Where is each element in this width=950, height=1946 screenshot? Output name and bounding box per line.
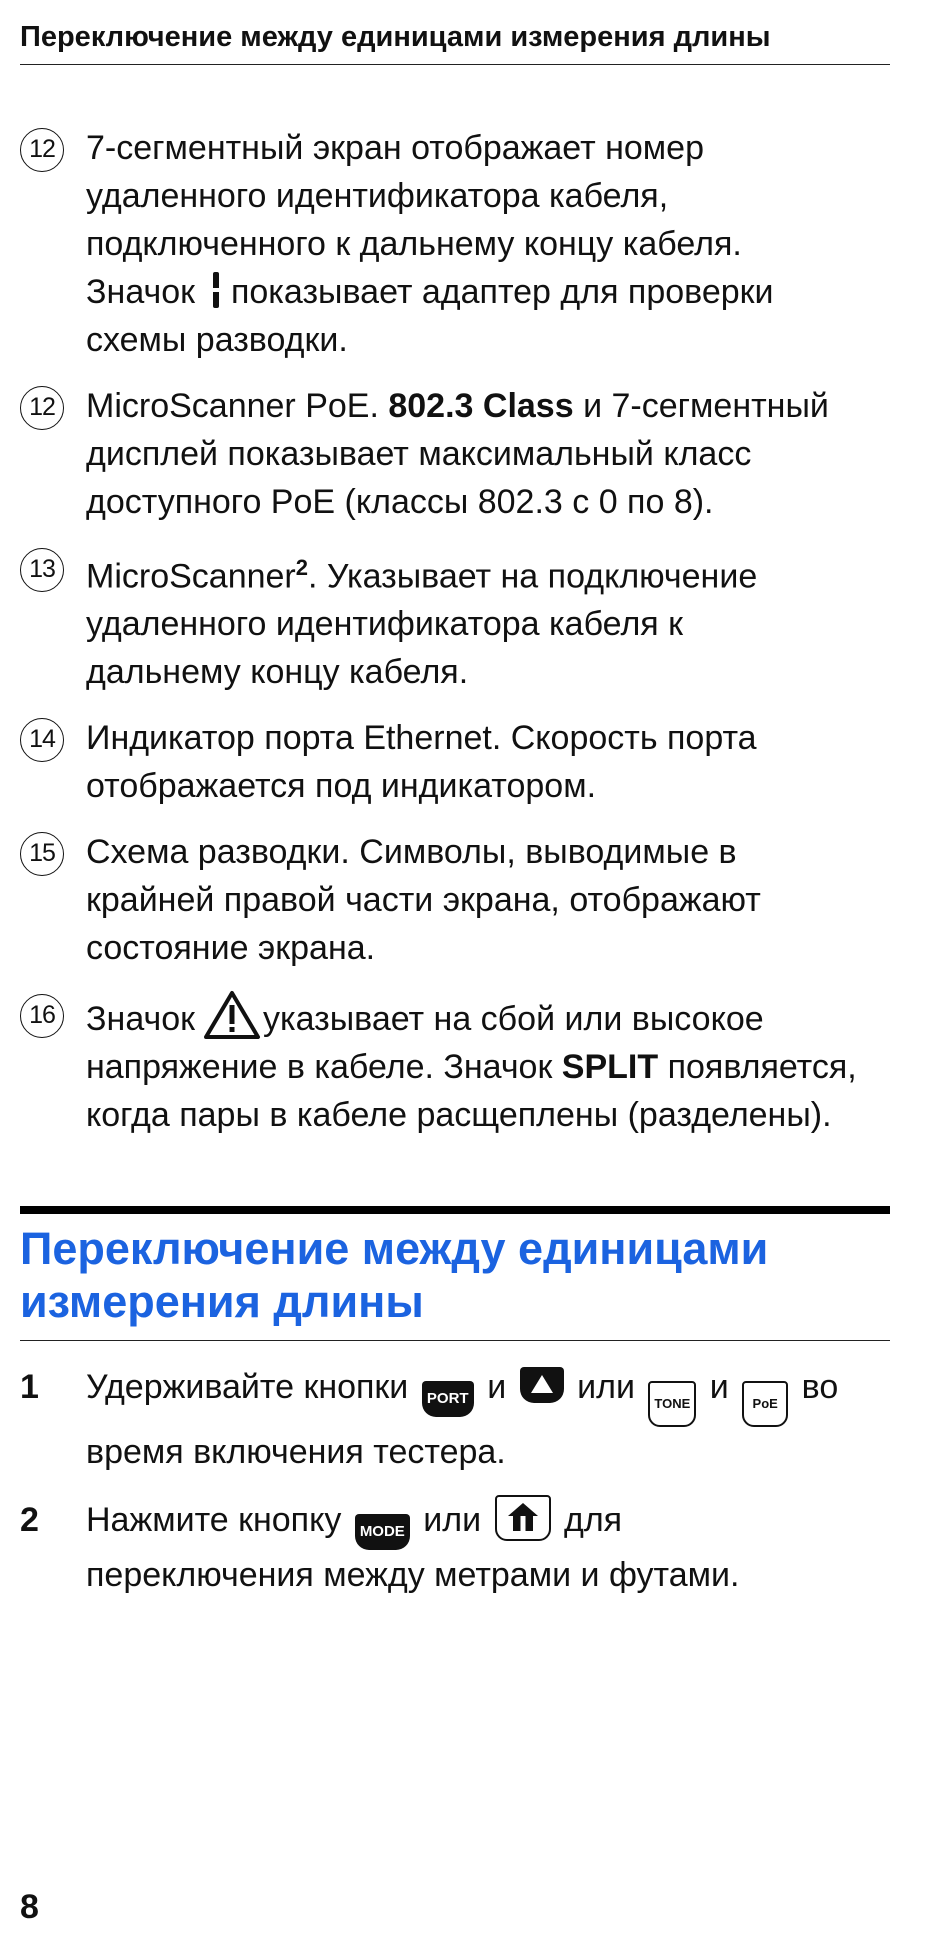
callout-text: подключенного к дальнему концу кабеля. xyxy=(86,225,742,263)
callout-text: 7-сегментный экран отображает номер xyxy=(86,129,704,167)
step-number: 2 xyxy=(20,1501,39,1539)
poe-key-icon: PoE xyxy=(742,1381,788,1427)
callout-text: Значок xyxy=(86,1000,195,1039)
running-head: Переключение между единицами измерения длины xyxy=(20,20,890,65)
callout-text: удаленного идентификатора кабеля, xyxy=(86,177,669,215)
step-1 xyxy=(20,1362,900,1477)
callout-text: напряжение в кабеле. Значок xyxy=(86,1048,562,1087)
callout-text: доступного PoE (классы 802.3 с 0 по 8). xyxy=(86,483,714,521)
callout-text: Схема разводки. Символы, выводимые в xyxy=(86,833,737,872)
callout-number: 13 xyxy=(20,548,64,592)
superscript: 2 xyxy=(295,555,308,580)
step-text: или xyxy=(423,1501,482,1539)
step-text: и xyxy=(709,1368,729,1406)
callout-text: Индикатор порта Ethernet. Скорость порта xyxy=(86,719,757,758)
callout-text: дисплей показывает максимальный класс xyxy=(86,435,752,473)
callout-item-12b xyxy=(20,382,900,526)
home-key-icon xyxy=(495,1495,551,1541)
step-text: для xyxy=(564,1501,623,1539)
callout-number: 12 xyxy=(20,128,64,172)
callout-text: . Указывает на подключение xyxy=(308,557,758,596)
callout-number: 16 xyxy=(20,994,64,1038)
page-number: 8 xyxy=(20,1888,39,1926)
callout-text: и 7-сегментный xyxy=(573,387,829,425)
warning-triangle-icon xyxy=(203,990,261,1040)
callout-item-12a xyxy=(20,124,900,364)
section-divider xyxy=(20,1206,890,1214)
callout-text: указывает на сбой или высокое xyxy=(262,1000,764,1039)
step-text: Нажмите кнопку xyxy=(86,1501,342,1539)
callout-text: когда пары в кабеле расщеплены (разделены). xyxy=(86,1096,832,1135)
split-label: SPLIT xyxy=(561,1048,659,1087)
callout-text: Значок xyxy=(86,273,195,311)
callout-text: показывает адаптер для проверки xyxy=(230,273,774,311)
callout-text: удаленного идентификатора кабеля к xyxy=(86,605,684,644)
callout-item-14 xyxy=(20,714,900,810)
step-text: переключения между метрами и футами. xyxy=(86,1556,740,1594)
product-name: MicroScanner PoE. xyxy=(86,387,379,425)
callout-item-15 xyxy=(20,828,900,972)
callout-text: отображается под индикатором. xyxy=(86,767,597,806)
product-name: MicroScanner xyxy=(86,557,296,596)
callout-text: состояние экрана. xyxy=(86,929,376,968)
callout-legend xyxy=(20,124,900,1139)
wiremap-adapter-segment-icon xyxy=(213,272,219,308)
step-2 xyxy=(20,1495,900,1600)
callout-number: 15 xyxy=(20,832,64,876)
step-text: и xyxy=(487,1368,507,1406)
callout-item-13 xyxy=(20,544,900,696)
procedure-steps xyxy=(20,1362,900,1600)
callout-number: 12 xyxy=(20,386,64,430)
mode-key-icon: MODE xyxy=(355,1514,410,1550)
port-key-icon: PORT xyxy=(422,1381,474,1417)
callout-text: дальнему концу кабеля. xyxy=(86,653,469,692)
callout-text: схемы разводки. xyxy=(86,321,348,359)
step-text: или xyxy=(577,1368,635,1406)
step-number: 1 xyxy=(20,1368,39,1406)
bold-term: 802.3 Class xyxy=(388,387,574,425)
step-text: Удерживайте кнопки xyxy=(86,1368,409,1406)
section-title: Переключение между единицами измерения длины xyxy=(20,1222,890,1341)
callout-text: появляется, xyxy=(658,1048,857,1087)
callout-item-16 xyxy=(20,990,900,1139)
callout-number: 14 xyxy=(20,718,64,762)
step-text: во xyxy=(801,1368,839,1406)
tone-key-icon: TONE xyxy=(648,1381,696,1427)
callout-text: крайней правой части экрана, отображают xyxy=(86,881,761,920)
up-arrow-key-icon xyxy=(520,1367,564,1403)
step-text: время включения тестера. xyxy=(86,1433,506,1471)
